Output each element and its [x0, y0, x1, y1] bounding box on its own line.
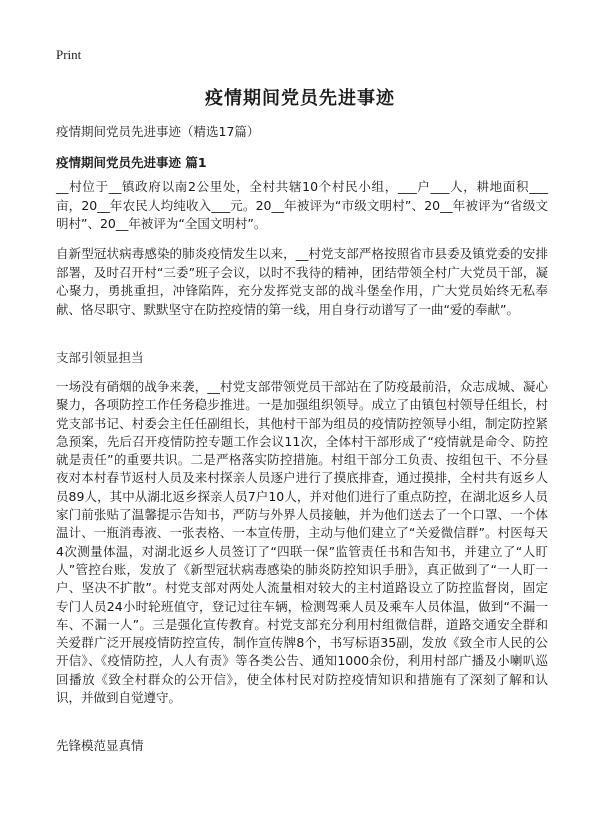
- article-heading: 疫情期间党员先进事迹 篇1: [56, 155, 207, 170]
- section-label-vanguard: 先锋模范显真情: [56, 738, 144, 753]
- paragraph-leadership: 一场没有硝烟的战争来袭，__村党支部带领党员干部站在了防疫最前沿，众志成城、凝心聚力，各项防控工作任务稳步推进。一是加强组织领导。成立了由镇包村领导任组长，村党支部书记、村委会主任任副组长，其他村干部为组员的疫情防控领导小组，制定防控紧急预案，先后召开疫情防控专题工作会议11次，全体村干部形成了“疫情就是命令、防控就是责任”的重要共识。二是严格落实防控措施。村组干部分工负责、按组包干、不分昼夜对本村春节返村人员及来村探亲人员逐户进行了摸底排查，通过摸排，全村共有返乡人员89人，其中从湖北返乡探亲人员7户10人，并对他们进行了重点防控，在湖北返乡人员家门前张贴了温馨提示告知书，严防与外界人员接触，并为他们送去了一个口罩、一个体温计、一瓶消毒液、一张表格、一本宣传册，主动与他们建立了“关爱微信群”。村医每天4次测量体温，对湖北返乡人员签订了“四联一保”监管责任书和告知书，并建立了“人盯人”管控台账，发放了《新型冠状病毒感染的肺炎防控知识手册》，真正做到了“一人盯一户、坚决不扩散”。村党支部对两处人流量相对较大的主村道路设立了防控监督岗，固定专门人员24小时轮班值守，登记过往车辆，检测驾乘人员及乘车人员体温，做到“不漏一车、不漏一人”。三是强化宣传教育。村党支部充分利用村组微信群，道路交通安全群和关爱群广泛开展疫情防控宣传，制作宣传牌8个，书写标语35副，发放《致全市人民的公开信》、《疫情防控，人人有责》等各类公告、通知1000余份，利用村部广播及小喇叭巡回播放《致全村群众的公开信》，使全体村民对防控疫情知识和措施有了深刻了解和认识，并做到自觉遵守。: [56, 379, 548, 706]
- document-title: 疫情期间党员先进事迹: [205, 88, 395, 109]
- paragraph-overview: 自新型冠状病毒感染的肺炎疫情发生以来，__村党支部严格按照省市县委及镇党委的安排部署，及时召开村“三委”班子会议，以时不我待的精神，团结带领全村广大党员干部，凝心聚力，勇挑重担，冲锋陷阵，充分发挥党支部的战斗堡垒作用，广大党员始终无私奉献、恪尽职守、默默坚守在防控疫情的第一线，用自身行动谱写了一曲“爱的奉献”。: [56, 246, 548, 317]
- section-label-leadership: 支部引领显担当: [56, 350, 144, 365]
- document-subtitle: 疫情期间党员先进事迹（精选17篇）: [56, 124, 260, 139]
- print-link[interactable]: Print: [56, 47, 82, 62]
- paragraph-intro: __村位于__镇政府以南2公里处，全村共辖10个村民小组，___户___人，耕地面积___亩，20__年农民人均纯收入___元。20__年被评为“市级文明村”、20__年被评为“省级文明村”、20__年被评为“全国文明村”。: [56, 179, 548, 231]
